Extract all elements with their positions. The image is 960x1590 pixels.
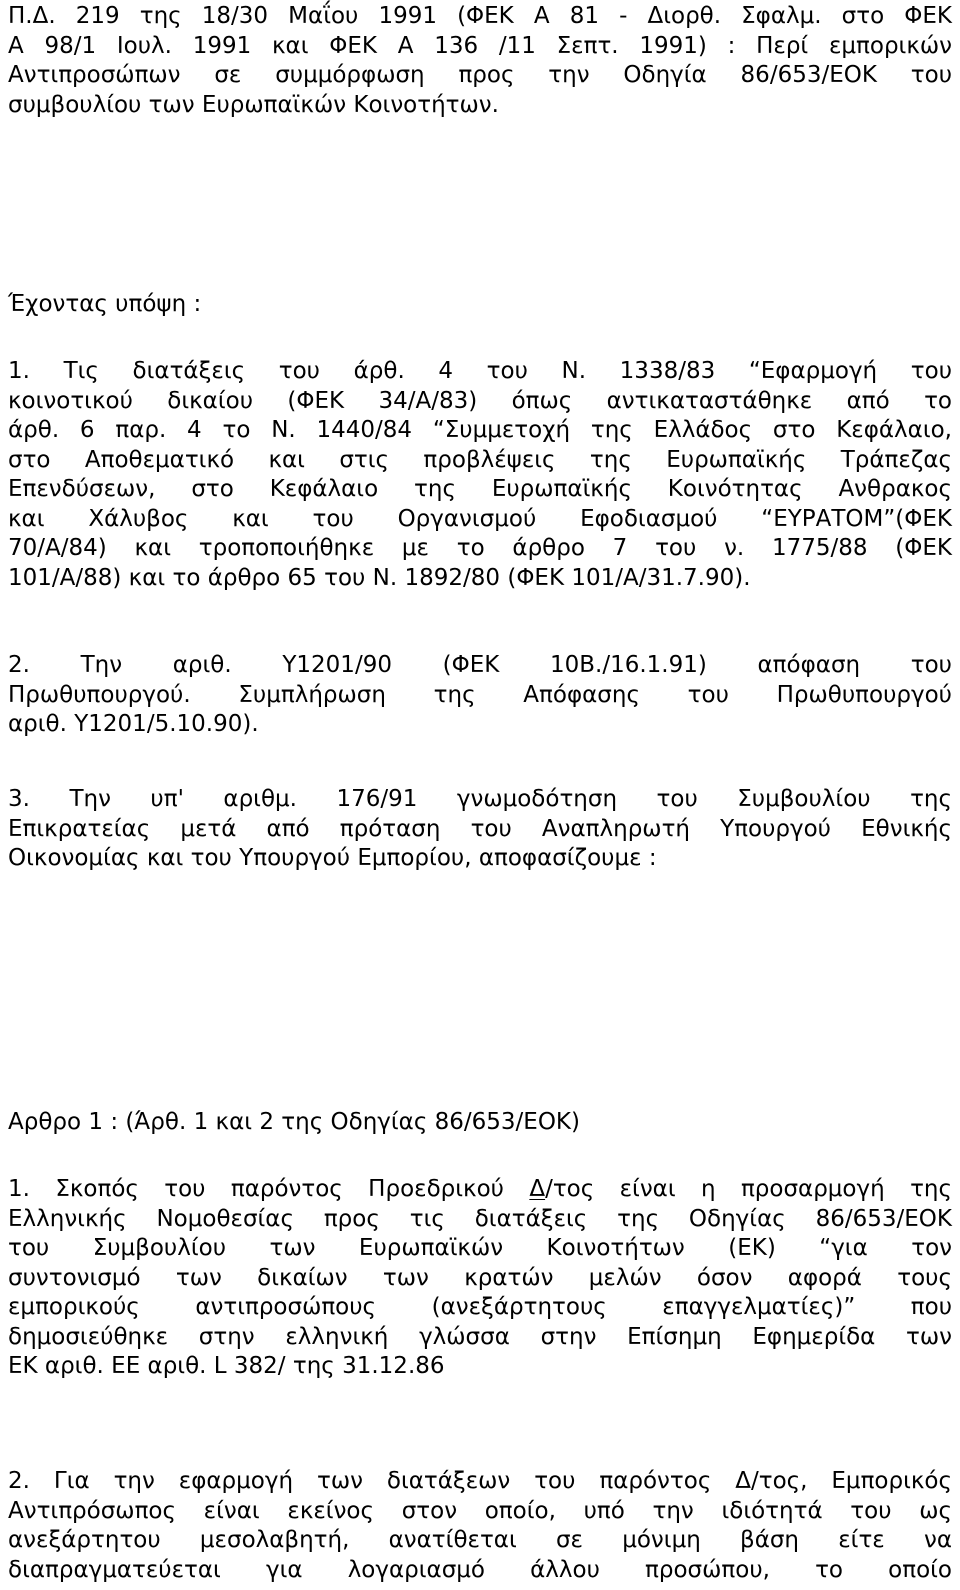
paragraph-line: εμπορικούς αντιπροσώπους (ανεξάρτητους επαγγελματίες)” που — [8, 1294, 952, 1320]
recital-line: 3. Την υπ' αριθμ. 176/91 γνωμοδότηση του Συμβουλίου της — [8, 786, 952, 812]
recital-line: και Χάλυβος και του Οργανισμού Εφοδιασμού “ΕΥΡΑΤΟΜ”(ΦΕΚ — [8, 505, 952, 532]
recital-line: Επενδύσεων, στο Κεφάλαιο της Ευρωπαϊκής Κοινότητας Ανθρακος — [8, 476, 952, 502]
recital-line: στο Αποθεματικό και στις προβλέψεις της Ευρωπαϊκής Τράπεζας — [8, 446, 952, 473]
paragraph-line: συντονισμό των δικαίων των κρατών μελών όσον αφορά τους — [8, 1264, 952, 1291]
recital-item-2 — [8, 651, 952, 740]
decree-title — [8, 2, 952, 120]
recital-line: κοινοτικού δικαίου (ΦΕΚ 34/Α/83) όπως αντικαταστάθηκε από το — [8, 387, 952, 414]
title-line: Α 98/1 Ιουλ. 1991 και ΦΕΚ Α 136 /11 Σεπτ. 1991) : Περί εμπορικών — [8, 32, 952, 59]
having-regard-heading: Έχοντας υπόψη : — [8, 291, 202, 317]
title-line: συμβουλίου των Ευρωπαϊκών Κοινοτήτων. — [8, 91, 499, 118]
recital-line: άρθ. 6 παρ. 4 το Ν. 1440/84 “Συμμετοχή της Ελλάδος στο Κεφάλαιο, — [8, 417, 952, 443]
recital-item-3 — [8, 785, 952, 874]
paragraph-line: 1. Σκοπός του παρόντος Προεδρικού Δ/τος είναι η προσαρμογή της — [8, 1176, 952, 1202]
recital-line: 70/Α/84) και τροποποιήθηκε με το άρθρο 7 του ν. 1775/88 (ΦΕΚ — [8, 535, 952, 561]
recital-line: Επικρατείας μετά από πρόταση του Αναπληρωτή Υπουργού Εθνικής — [8, 815, 952, 842]
article-1-heading: Αρθρο 1 : (Άρθ. 1 και 2 της Οδηγίας 86/653/ΕΟΚ) — [8, 1109, 580, 1135]
paragraph-line: ΕΚ αριθ. ΕΕ αριθ. L 382/ της 31.12.86 — [8, 1353, 445, 1379]
recital-line: 1. Τις διατάξεις του άρθ. 4 του Ν. 1338/83 “Εφαρμογή του — [8, 358, 952, 384]
title-line: Π.Δ. 219 της 18/30 Μαΐου 1991 (ΦΕΚ Α 81 - Διορθ. Σφαλμ. στο ΦΕΚ — [8, 3, 952, 29]
recital-line: Οικονομίας και του Υπουργού Εμπορίου, αποφασίζουμε : — [8, 845, 657, 871]
paragraph-line: Ελληνικής Νομοθεσίας προς τις διατάξεις της Οδηγίας 86/653/ΕΟΚ — [8, 1205, 952, 1232]
recital-item-1 — [8, 357, 952, 593]
article-1-paragraph-2 — [8, 1467, 952, 1585]
recital-line: αριθ. Υ1201/5.10.90). — [8, 711, 259, 737]
article-1-paragraph-1 — [8, 1175, 952, 1382]
paragraph-line: 2. Για την εφαρμογή των διατάξεων του παρόντος Δ/τος, Εμπορικός — [8, 1468, 952, 1494]
recital-line: 2. Την αριθ. Υ1201/90 (ΦΕΚ 10Β./16.1.91) απόφαση του — [8, 652, 952, 678]
paragraph-line: του Συμβουλίου των Ευρωπαϊκών Κοινοτήτων (ΕΚ) “για τον — [8, 1235, 952, 1261]
paragraph-line: διαπραγματεύεται για λογαριασμό άλλου προσώπου, το οποίο — [8, 1556, 952, 1583]
title-line: Αντιπροσώπων σε συμμόρφωση προς την Οδηγία 86/653/ΕΟΚ του — [8, 62, 952, 88]
paragraph-line: δημοσιεύθηκε στην ελληνική γλώσσα στην Επίσημη Εφημερίδα των — [8, 1323, 952, 1350]
recital-line: 101/Α/88) και το άρθρο 65 του Ν. 1892/80 (ΦΕΚ 101/Α/31.7.90). — [8, 564, 751, 591]
underlined-letter: Δ — [529, 1176, 546, 1202]
paragraph-line: Αντιπρόσωπος είναι εκείνος στον οποίο, υπό την ιδιότητά του ως — [8, 1497, 952, 1524]
paragraph-line: ανεξάρτητου μεσολαβητή, ανατίθεται σε μόνιμη βάση είτε να — [8, 1527, 952, 1553]
recital-line: Πρωθυπουργού. Συμπλήρωση της Απόφασης του Πρωθυπουργού — [8, 681, 952, 708]
